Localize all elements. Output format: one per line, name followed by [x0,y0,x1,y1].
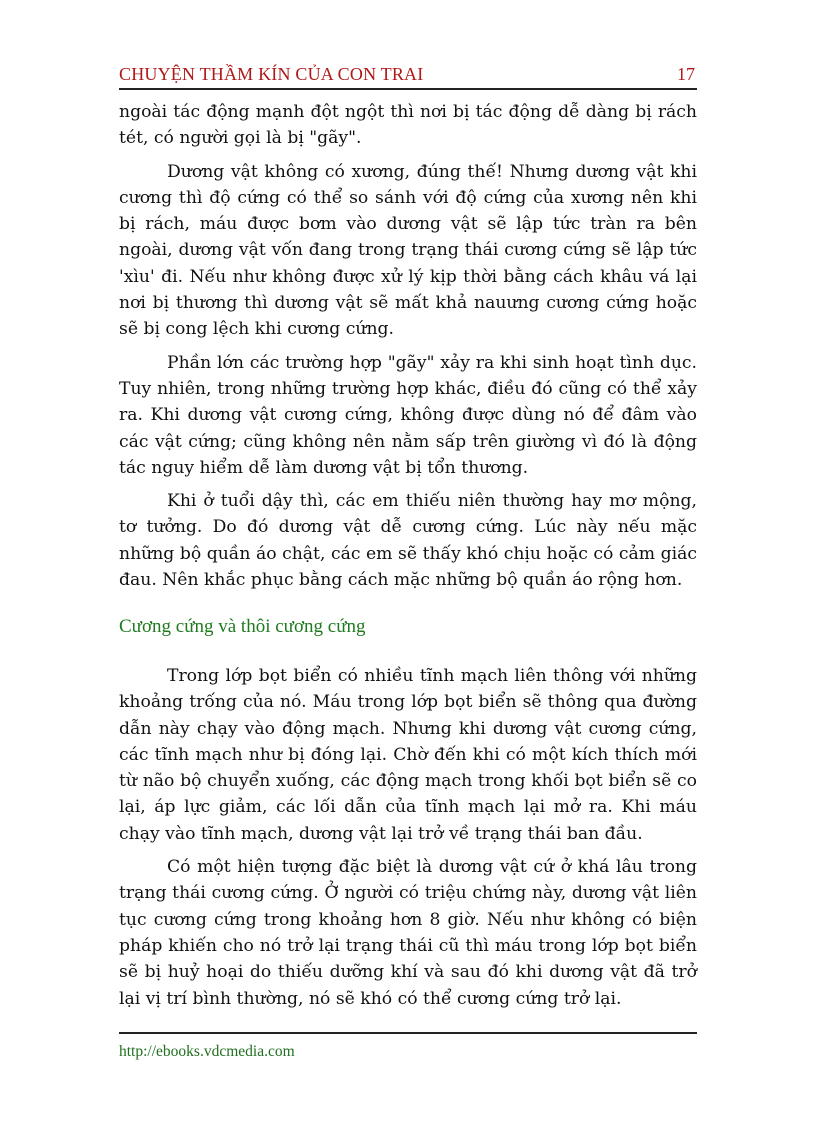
section-heading: Cương cứng và thôi cương cứng [119,616,366,637]
paragraph: Phần lớn các trường hợp "gãy" xảy ra khi sinh hoạt tình dục. Tuy nhiên, trong những trường hợp khác, điều đó cũng có thể xảy ra. Khi dương vật cương cứng, không được dùng nó để đâm vào các vật cứng; cũng không nên nằm sấp trên giường vì đó là động tác nguy hiểm dễ làm dương vật bị tổn thương. [119,352,697,478]
book-title: CHUYỆN THẦM KÍN CỦA CON TRAI [119,64,424,84]
page-header [119,58,697,90]
paragraph: Dương vật không có xương, đúng thế! Nhưng dương vật khi cương thì độ cứng có thể so sánh với độ cứng của xương nên khi bị rách, máu được bơm vào dương vật sẽ lập tức tràn ra bên ngoài, dương vật vốn đang trong trạng thái cương cứng sẽ lập tức 'xìu' đi. Nếu như không được xử lý kịp thời bằng cách khâu vá lại nơi bị thương thì dương vật sẽ mất khả nauưng cương cứng hoặc sẽ bị cong lệch khi cương cứng. [119,161,697,340]
paragraph: ngoài tác động mạnh đột ngột thì nơi bị tác động dễ dàng bị rách tét, có người gọi là bị "gãy". [119,102,697,149]
footer-divider [119,1032,697,1034]
footer-url-link[interactable]: http://ebooks.vdcmedia.com [119,1043,295,1060]
section-body-text [119,663,697,1012]
paragraph: Có một hiện tượng đặc biệt là dương vật cứ ở khá lâu trong trạng thái cương cứng. Ở người có triệu chứng này, dương vật liên tục cương cứng trong khoảng hơn 8 giờ. Nếu như không có biện pháp khiến cho nó trở lại trạng thái cũ thì máu trong lớp bọt biển sẽ bị huỷ hoại do thiếu dưỡng khí và sau đó khi dương vật đã trở lại vị trí bình thường, nó sẽ khó có thể cương cứng trở lại. [119,857,697,1009]
paragraph: Khi ở tuổi dậy thì, các em thiếu niên thường hay mơ mộng, tơ tưởng. Do đó dương vật dễ cương cứng. Lúc này nếu mặc những bộ quần áo chật, các em sẽ thấy khó chịu hoặc có cảm giác đau. Nên khắc phục bằng cách mặc những bộ quần áo rộng hơn. [119,491,697,591]
page-number: 17 [677,64,695,84]
paragraph: Trong lớp bọt biển có nhiều tĩnh mạch liên thông với những khoảng trống của nó. Máu trong lớp bọt biển sẽ thông qua đường dẫn này chạy vào động mạch. Nhưng khi dương vật cương cứng, các tĩnh mạch như bị đóng lại. Chờ đến khi có một kích thích mới từ não bộ chuyển xuống, các động mạch trong khối bọt biển sẽ co lại, áp lực giảm, các lối dẫn của tĩnh mạch lại mở ra. Khi máu chạy vào tĩnh mạch, dương vật lại trở về trạng thái ban đầu. [119,666,697,844]
body-text [119,99,697,593]
